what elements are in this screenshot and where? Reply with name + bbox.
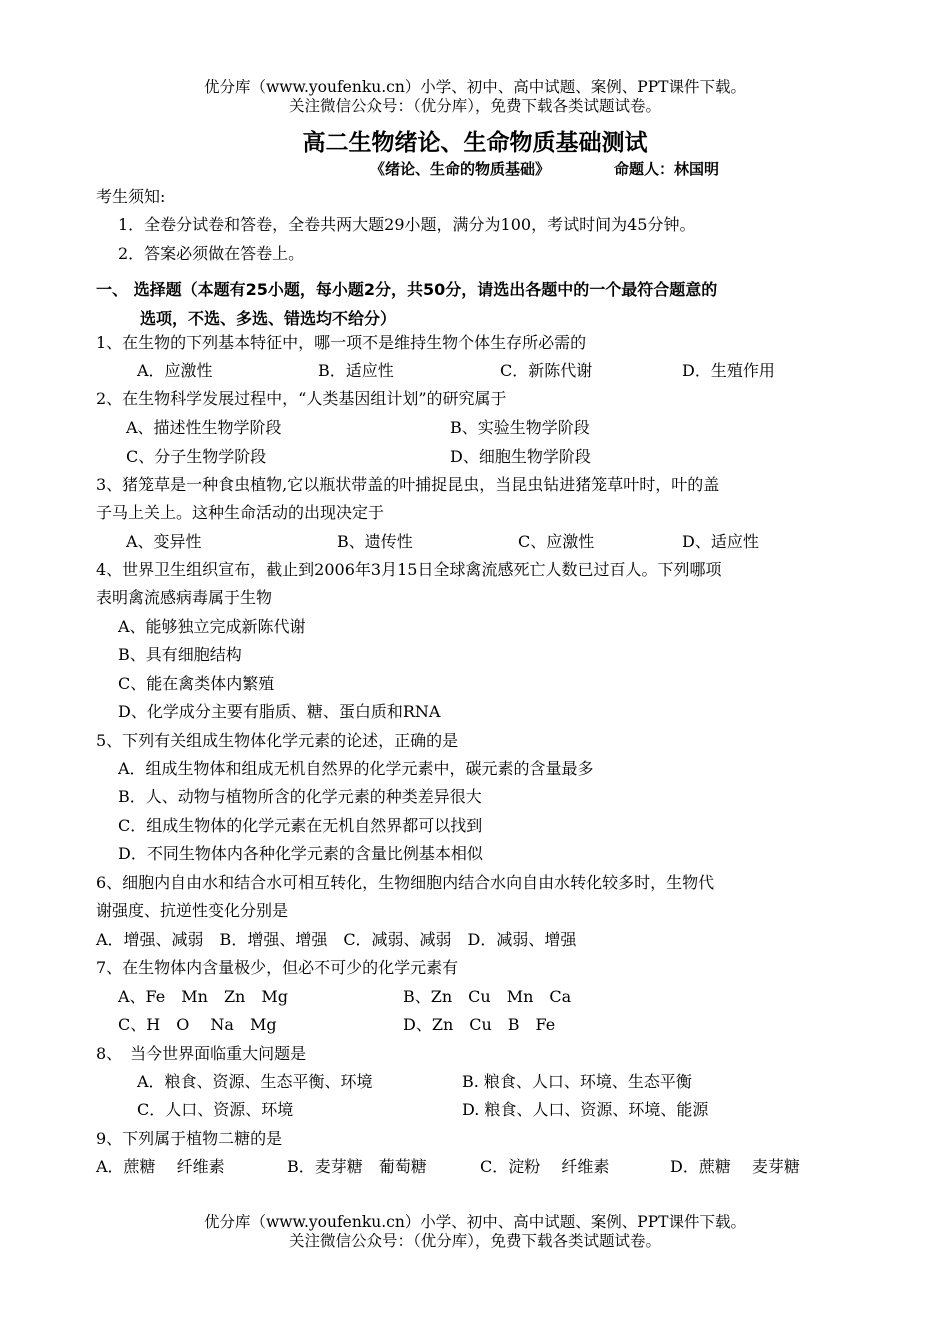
q2-option-d: D、细胞生物学阶段 — [450, 447, 591, 466]
author: 命题人：林国明 — [614, 160, 720, 178]
question-4-stem-cont: 表明禽流感病毒属于生物 — [96, 588, 273, 607]
q4-option-b: B、具有细胞结构 — [118, 645, 242, 664]
q9-option-b: B．麦芽糖 葡萄糖 — [287, 1157, 427, 1176]
q2-option-c: C、分子生物学阶段 — [126, 447, 267, 466]
question-9-stem: 9、下列属于植物二糖的是 — [96, 1129, 283, 1148]
q1-option-b: B．适应性 — [318, 361, 394, 380]
question-8-stem: 8、 当今世界面临重大问题是 — [96, 1044, 307, 1063]
q7-option-a: A、Fe Mn Zn Mg — [118, 987, 288, 1006]
page-title: 高二生物绪论、生命物质基础测试 — [302, 130, 648, 156]
header-line-2: 关注微信公众号：（优分库），免费下载各类试题试卷。 — [288, 97, 661, 115]
header-line-1: 优分库（www.youfenku.cn）小学、初中、高中试题、案例、PPT课件下载。 — [203, 78, 747, 96]
q4-option-d: D、化学成分主要有脂质、糖、蛋白质和RNA — [118, 702, 441, 721]
q6-options: A．增强、减弱 B．增强、增强 C．减弱、减弱 D．减弱、增强 — [96, 930, 577, 949]
q7-option-c: C、H O Na Mg — [118, 1015, 277, 1034]
question-1-stem: 1、在生物的下列基本特征中，哪一项不是维持生物个体生存所必需的 — [96, 333, 587, 352]
q9-option-c: C．淀粉 纤维素 — [480, 1157, 610, 1176]
question-7-stem: 7、在生物体内含量极少，但必不可少的化学元素有 — [96, 958, 459, 977]
subtitle-text: 《绪论、生命的物质基础》 — [370, 160, 551, 178]
q3-option-a: A、变异性 — [126, 532, 202, 551]
q3-option-c: C、应激性 — [518, 532, 595, 551]
q5-option-d: D．不同生物体内各种化学元素的含量比例基本相似 — [118, 844, 483, 863]
question-6-stem-cont: 谢强度、抗逆性变化分别是 — [96, 901, 289, 920]
footer-banner — [0, 1213, 950, 1251]
q5-option-c: C．组成生物体的化学元素在无机自然界都可以找到 — [118, 816, 483, 835]
q2-option-b: B、实验生物学阶段 — [450, 418, 590, 437]
q1-option-d: D．生殖作用 — [682, 361, 775, 380]
q5-option-b: B．人、动物与植物所含的化学元素的种类差异很大 — [118, 787, 482, 806]
subtitle — [370, 158, 719, 179]
question-2-stem: 2、在生物科学发展过程中，“人类基因组计划”的研究属于 — [96, 389, 507, 408]
q7-option-b: B、Zn Cu Mn Ca — [403, 987, 572, 1006]
notice-item: 2．答案必须做在答卷上。 — [118, 244, 305, 263]
q7-option-d: D、Zn Cu B Fe — [403, 1015, 556, 1034]
q5-option-a: A．组成生物体和组成无机自然界的化学元素中，碳元素的含量最多 — [118, 759, 594, 778]
q8-option-b: B. 粮食、人口、环境、生态平衡 — [462, 1072, 692, 1091]
q8-option-a: A．粮食、资源、生态平衡、环境 — [137, 1072, 373, 1091]
q4-option-c: C、能在禽类体内繁殖 — [118, 674, 275, 693]
q8-option-c: C．人口、资源、环境 — [137, 1100, 294, 1119]
footer-line-2: 关注微信公众号：（优分库），免费下载各类试题试卷。 — [288, 1232, 661, 1250]
footer-line-1: 优分库（www.youfenku.cn）小学、初中、高中试题、案例、PPT课件下载。 — [203, 1213, 747, 1231]
question-5-stem: 5、下列有关组成生物体化学元素的论述，正确的是 — [96, 731, 459, 750]
notice-item: 1．全卷分试卷和答卷，全卷共两大题29小题，满分为100，考试时间为45分钟。 — [118, 215, 696, 234]
q9-option-d: D．蔗糖 麦芽糖 — [670, 1157, 800, 1176]
q3-option-d: D、适应性 — [682, 532, 759, 551]
header-banner — [0, 78, 950, 116]
question-3-stem-cont: 子马上关上。这种生命活动的出现决定于 — [96, 503, 385, 522]
q4-option-a: A、能够独立完成新陈代谢 — [118, 617, 306, 636]
section-heading: 一、 选择题（本题有25小题，每小题2分，共50分，请选出各题中的一个最符合题意的 — [96, 280, 718, 299]
q1-option-a: A．应激性 — [137, 361, 213, 380]
question-6-stem: 6、细胞内自由水和结合水可相互转化，生物细胞内结合水向自由水转化较多时，生物代 — [96, 873, 715, 892]
section-heading-cont: 选项，不选、多选、错选均不给分） — [140, 309, 397, 328]
notice-heading: 考生须知: — [96, 187, 166, 206]
q8-option-d: D. 粮食、人口、资源、环境、能源 — [462, 1100, 709, 1119]
q1-option-c: C．新陈代谢 — [500, 361, 593, 380]
q3-option-b: B、遗传性 — [337, 532, 413, 551]
question-4-stem: 4、世界卫生组织宣布，截止到2006年3月15日全球禽流感死亡人数已过百人。下列哪项 — [96, 560, 722, 579]
q9-option-a: A．蔗糖 纤维素 — [96, 1157, 225, 1176]
question-3-stem: 3、猪笼草是一种食虫植物,它以瓶状带盖的叶捕捉昆虫，当昆虫钻进猪笼草叶时，叶的盖 — [96, 475, 720, 494]
q2-option-a: A、描述性生物学阶段 — [126, 418, 282, 437]
